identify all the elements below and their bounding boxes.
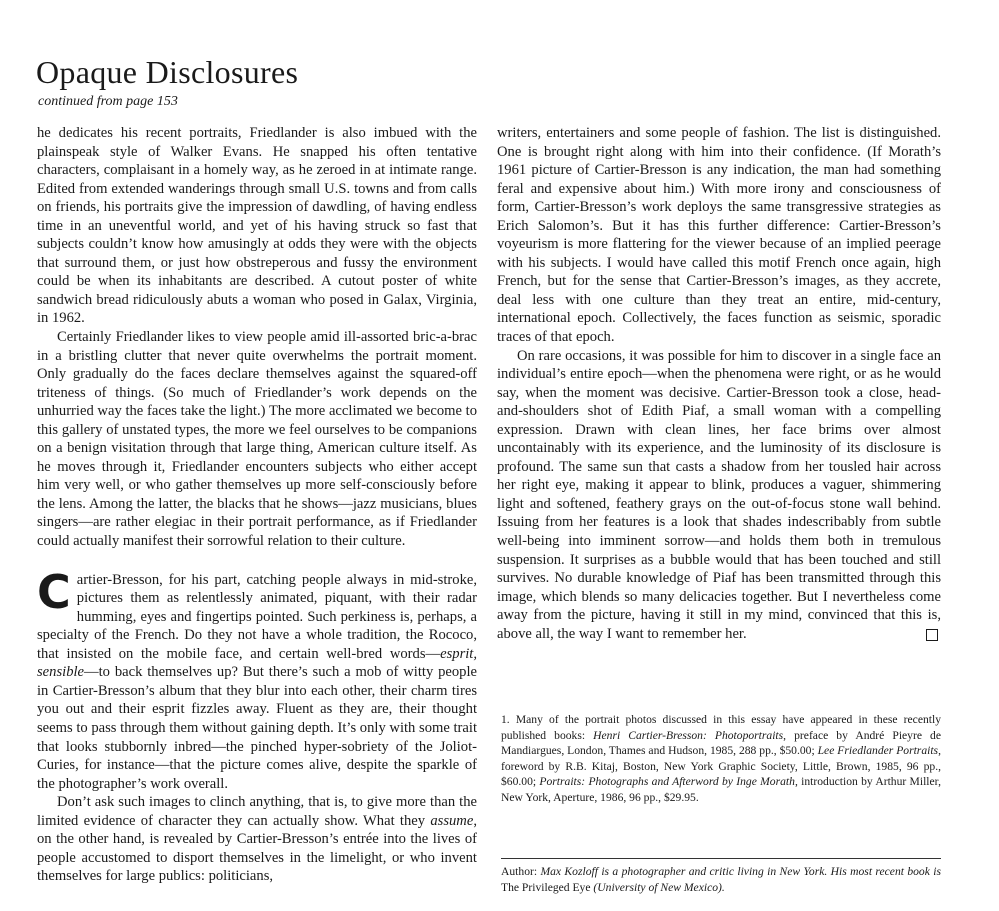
footnote: [501, 712, 941, 806]
end-mark-icon: [926, 629, 938, 641]
paragraph: he dedicates his recent portraits, Friedlander is also imbued with the plainspeak style of Walker Evans. He snapped his often tentative characters, complaisant in a homely way, as he zeroed in at intimate range. Edited from extended wanderings through small U.S. towns and from calls on friends, his portraits give the impression of dawdling, of having endless time in an uneventful world, and yet of his having struck so fast that subjects couldn’t know how amusingly at odds they were with the objects that surround them, or just how obstreperous and fussy the environment could be when its inhabitants are described. A cutout poster of white sandwich bread ridiculously abuts a woman who posed in Galax, Virginia, in 1962.: [37, 125, 477, 327]
text-run: , on the other hand, is revealed by Cartier-Bresson’s entrée into the lives of people accustomed to disport themselves in the limelight, or who invent themselves for large publics: politicians,: [37, 812, 477, 885]
italic-run: assume: [430, 812, 474, 829]
text-run: Author:: [501, 865, 541, 878]
text-run: 1. Many of the portrait photos discussed in this essay have appeared in these recently published books:: [501, 713, 941, 742]
italic-run: Henri Cartier-Bresson: Photoportraits: [593, 728, 784, 742]
italic-run: esprit, sensible: [37, 645, 477, 681]
right-column: [497, 124, 941, 643]
continued-from-note: continued from page 153: [38, 94, 178, 109]
text-run: , introduction by Arthur Miller, New York, Aperture, 1986, 96 pp., $29.95.: [501, 775, 941, 804]
paragraph: [37, 564, 477, 794]
italic-run: Portraits: Photographs and Afterword by Inge Morath: [539, 775, 795, 789]
text-run: , foreword by R.B. Kitaj, Boston, New York Graphic Society, Little, Brown, 1985, 96 pp., $60.00;: [501, 744, 941, 789]
paragraph: [37, 793, 477, 886]
text-run: The Privileged Eye: [501, 880, 591, 894]
author-note: [501, 864, 941, 895]
italic-run: (University of New Mexico).: [590, 880, 725, 894]
text-run: On rare occasions, it was possible for him to discover in a single face an individual’s entire epoch—when the phenomena were right, or as he would say, when the moment was decisive. Cartier-Bresson took a close, head-and-shoulders shot of Edith Piaf, a small woman with a compelling expression. Drawn with clean lines, her face brims over almost uncontainably with its experience, and the luminosity of its disclosure is profound. The same sun that casts a shadow from her tousled hair across her right eye, making it appear to blink, produces a vaguer, shimmering light and softened, feathery grays on the out-of-focus stone wall behind. Issuing from her features is a look that shades indescribably from subtle well-being into imminent sorrow—and holds them both in tremulous suspension. It surprises as a bubble would that has been touched and still survives. No durable knowledge of Piaf has been transmitted through this image, which blends so many delicacies together. But I nevertheless come away from the picture, having it still in my mind, convinced that this is, above all, the way I want to remember her.: [497, 347, 941, 642]
text-run: Don’t ask such images to clinch anything, that is, to give more than the limited evidence of character they can actually show. What they: [37, 794, 477, 829]
paragraph: writers, entertainers and some people of fashion. The list is distinguished. One is brought right along with him into their confidence. (If Morath’s 1961 picture of Cartier-Bresson is any indication, the man had something feral and expensive about him.) With more irony and consciousness of form, Cartier-Bresson’s work deploys the same transgressive strategies as Erich Salomon’s. But it has this further difference: Cartier-Bresson’s voyeurism is more flattering for the viewer because of an implied peerage with his subjects. I would have called this motif French once again, high French, but for the sense that Cartier-Bresson’s images, as they accrete, deal less with one culture than they treat an entire, mid-century, international epoch. Collectively, the faces function as seismic, sporadic traces of that epoch.: [497, 125, 941, 346]
text-run: artier-Bresson, for his part, catching people always in mid-stroke, pictures them as relentlessly animated, piquant, with their radar humming, eyes and fingertips pointed. Such perkiness is, perhaps, a specialty of the French. Do they not have a whole tradition, the Rococo, that insisted on the mobile face, and certain well-bred words—: [37, 571, 477, 662]
text-run: , preface by André Pieyre de Mandiargues, London, Thames and Hudson, 1985, 288 pp., $50.00;: [501, 728, 941, 758]
article-title: Opaque Disclosures: [36, 54, 299, 90]
paragraph: Certainly Friedlander likes to view people amid ill-assorted bric-a-brac in a bristling clutter that never quite overwhelms the portrait moment. Only gradually do the faces declare themselves against the squared-off triteness of things. (So much of Friedlander’s work depends on the unhurried way the faces take the light.) The more acclimated we become to this gallery of unstated types, the more we feel ourselves to be companions on a benign visitation through that large thing, American culture itself. As he moves through it, Friedlander encounters subjects who either accept him very well, or who gather themselves up more self-consciously before the lens. Among the latter, the blacks that he shows—jazz musicians, blues singers—are rather elegiac in their portrait performance, as if Friedlander could actually manifest their sorrowful relation to their culture.: [37, 329, 477, 550]
left-column: [37, 124, 477, 886]
italic-run: Lee Friedlander Portraits: [817, 744, 939, 758]
drop-cap: C: [37, 564, 71, 619]
text-run: —to back themselves up? But there’s such a mob of witty people in Cartier-Bresson’s album that they blur into each other, their charm tires you out and their esprit fizzles away. Fluent as they are, their thought seems to pass through them without gaining depth. It’s only with some trait that looks stubbornly inbred—the pinched hyper-sobriety of the Joliot-Curies, for instance—that the picture comes alive, despite the sparkle of the photographer’s work overall.: [37, 664, 477, 792]
italic-run: Max Kozloff is a photographer and critic living in New York. His most recent book is: [540, 865, 941, 878]
divider: [501, 858, 941, 859]
paragraph: [497, 347, 941, 644]
